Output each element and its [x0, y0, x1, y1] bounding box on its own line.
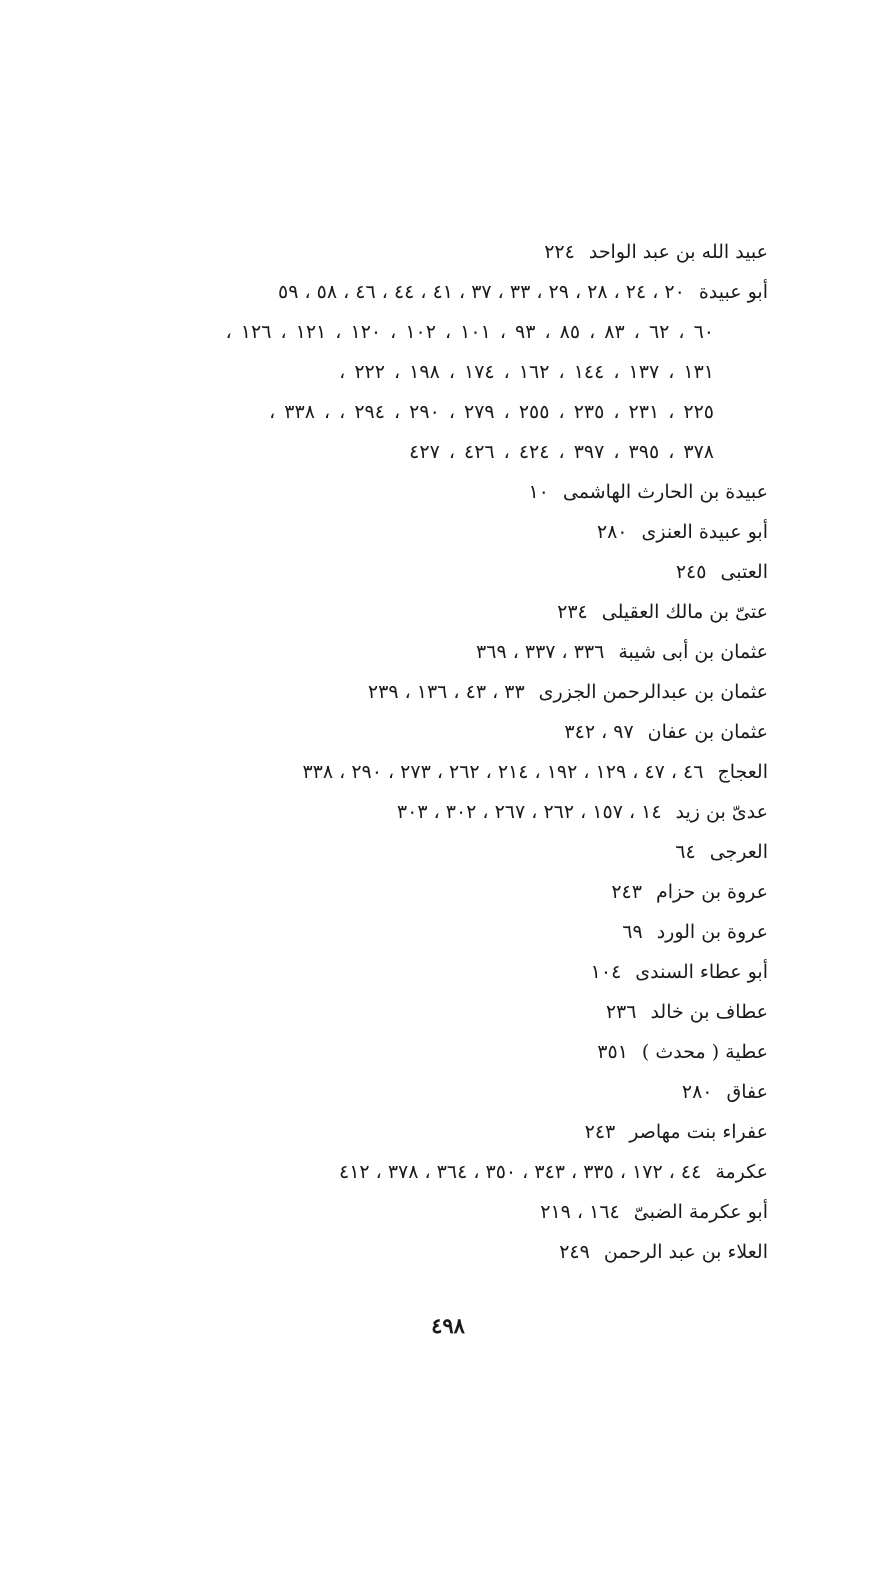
entry-name: عبيد الله بن عبد الواحد [588, 241, 768, 263]
entry-pages: ٢٠ ، ٢٤ ، ٢٨ ، ٢٩ ، ٣٣ ، ٣٧ ، ٤١ ، ٤٤ ، ٤٦ ، ٥٨ ، ٥٩ [278, 281, 685, 303]
entry-name: عطية ( محدث ) [641, 1041, 768, 1063]
entry-pages: ٢٤٣ [611, 881, 642, 903]
entry-name: عروة بن حزام [655, 881, 768, 903]
index-entry [88, 752, 768, 792]
index-entry [88, 1232, 768, 1272]
name-index [88, 232, 768, 1272]
entry-pages: ٢٨٠ [681, 1081, 713, 1103]
index-entry [88, 912, 768, 952]
entry-name: عبيدة بن الحارث الهاشمى [562, 481, 768, 503]
entry-pages: ٢٢٤ [544, 241, 575, 263]
entry-name: عثمان بن عبدالرحمن الجزرى [538, 681, 768, 703]
entry-name: عفراء بنت مهاصر [629, 1121, 768, 1143]
entry-pages: ٦٤ [675, 841, 696, 863]
index-entry [88, 272, 768, 312]
entry-name: عطاف بن خالد [650, 1001, 768, 1023]
entry-pages: ٢٤٥ [675, 561, 707, 583]
entry-name: أبو عبيدة العنزى [641, 521, 768, 543]
entry-continuation: ٦٠ ، ٦٢ ، ٨٣ ، ٨٥ ، ٩٣ ، ١٠١ ، ١٠٢ ، ١٢٠ ، ١٢١ ، ١٢٦ ، [225, 321, 714, 343]
entry-continuation: ١٣١ ، ١٣٧ ، ١٤٤ ، ١٦٢ ، ١٧٤ ، ١٩٨ ، ٢٢٢ ، [339, 361, 714, 383]
entry-continuation: ٢٢٥ ، ٢٣١ ، ٢٣٥ ، ٢٥٥ ، ٢٧٩ ، ٢٩٠ ، ٢٩٤ ، ، ٣٣٨ ، [269, 401, 714, 423]
entry-pages: ٢٣٤ [557, 601, 588, 623]
index-entry [88, 232, 768, 272]
entry-pages: ٤٤ ، ١٧٢ ، ٣٣٥ ، ٣٤٣ ، ٣٥٠ ، ٣٦٤ ، ٣٧٨ ، ٤١٢ [338, 1161, 702, 1183]
index-entry [88, 472, 768, 512]
entry-pages: ٢٨٠ [596, 521, 628, 543]
index-entry [88, 1112, 768, 1152]
entry-name: العرجى [709, 841, 768, 863]
entry-name: عثمان بن أبى شيبة [618, 641, 768, 663]
entry-name: عفاق [726, 1081, 768, 1103]
entry-continuation: ٣٧٨ ، ٣٩٥ ، ٣٩٧ ، ٤٢٤ ، ٤٢٦ ، ٤٢٧ [409, 441, 714, 463]
index-entry [88, 632, 768, 672]
entry-pages: ٣٣٦ ، ٣٣٧ ، ٣٦٩ [476, 641, 605, 663]
entry-pages: ٤٦ ، ٤٧ ، ١٢٩ ، ١٩٢ ، ٢١٤ ، ٢٦٢ ، ٢٧٣ ، ٢٩٠ ، ٣٣٨ [302, 761, 704, 783]
entry-name: العتبى [720, 561, 768, 583]
entry-pages: ١٠ [528, 481, 549, 503]
entry-pages: ٢٤٣ [584, 1121, 616, 1143]
entry-pages: ٢٤٩ [559, 1241, 590, 1263]
index-entry [88, 872, 768, 912]
index-entry [88, 792, 768, 832]
entry-name: العلاء بن عبد الرحمن [603, 1241, 768, 1263]
entry-pages: ٦٩ [622, 921, 643, 943]
index-entry [88, 1032, 768, 1072]
index-entry [88, 992, 768, 1032]
index-entry [88, 712, 768, 752]
index-entry [88, 672, 768, 712]
entry-pages: ٣٣ ، ٤٣ ، ١٣٦ ، ٢٣٩ [367, 681, 525, 703]
index-entry [88, 1192, 768, 1232]
entry-name: أبو عكرمة الضبىّ [633, 1201, 768, 1223]
entry-pages: ٢٣٦ [605, 1001, 637, 1023]
index-entry [88, 552, 768, 592]
entry-pages: ٩٧ ، ٣٤٢ [564, 721, 634, 743]
entry-name: عتىّ بن مالك العقيلى [601, 601, 768, 623]
index-entry [88, 512, 768, 552]
index-entry [88, 832, 768, 872]
entry-name: العجاج [717, 761, 768, 783]
entry-pages: ١٤ ، ١٥٧ ، ٢٦٢ ، ٢٦٧ ، ٣٠٢ ، ٣٠٣ [396, 801, 662, 823]
page-number: ٤٩٨ [431, 1313, 465, 1338]
entry-pages: ٣٥١ [597, 1041, 628, 1063]
entry-name: عكرمة [715, 1161, 768, 1183]
entry-name: أبو عبيدة [698, 281, 768, 303]
entry-pages: ١٠٤ [590, 961, 622, 983]
entry-name: أبو عطاء السندى [635, 961, 768, 983]
entry-name: عثمان بن عفان [647, 721, 768, 743]
index-entry [88, 592, 768, 632]
entry-name: عروة بن الورد [656, 921, 768, 943]
index-entry [88, 952, 768, 992]
entry-name: عدىّ بن زيد [675, 801, 768, 823]
index-entry [88, 1152, 768, 1192]
index-entry [88, 1072, 768, 1112]
entry-pages: ١٦٤ ، ٢١٩ [540, 1201, 620, 1223]
